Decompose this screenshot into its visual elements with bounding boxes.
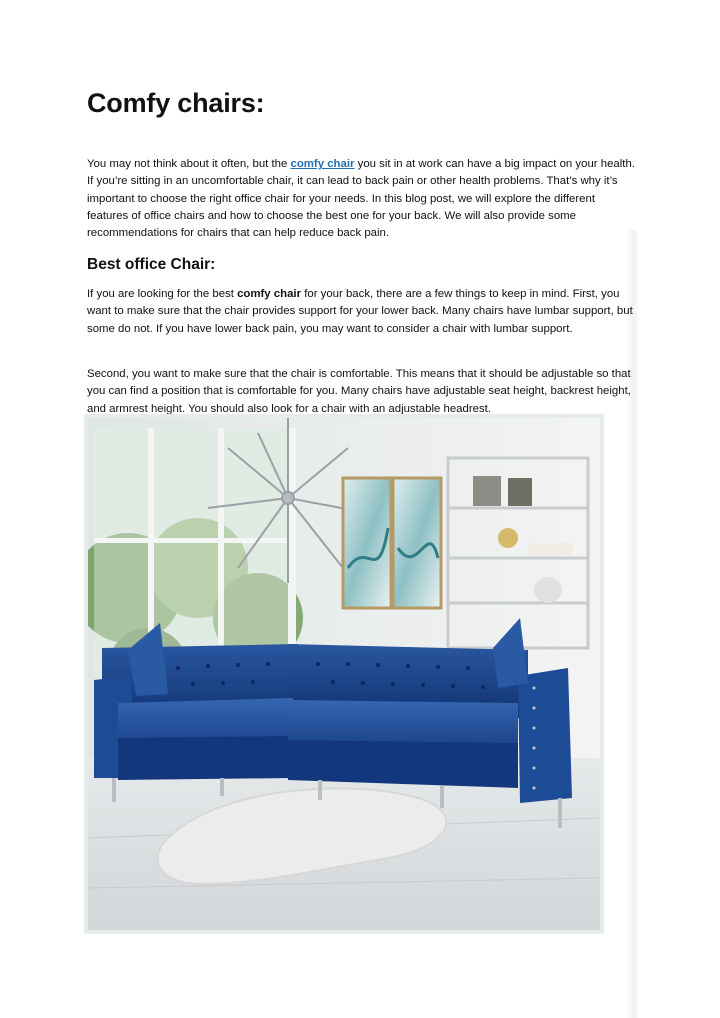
page-shadow-edge: [626, 230, 638, 1018]
intro-text-start: You may not think about it often, but the: [87, 158, 291, 170]
page-title: Comfy chairs:: [87, 88, 265, 118]
paragraph-1-end: for your back, there are a few things to keep in mind. First, you want to make sure that the chair provides support for your lower back. Many chairs have lumbar support, but some do not. If you have lower back pain, you may want to consider a chair with lumbar support.: [87, 288, 633, 335]
paragraph-1-start: If you are looking for the best: [87, 288, 238, 300]
paragraph-1: [87, 286, 635, 338]
sofa-photo: [88, 418, 600, 930]
comfy-chair-link[interactable]: comfy chair: [290, 158, 355, 170]
intro-text-end: you sit in at work can have a big impact on your health. If you’re sitting in an uncomfortable chair, it can lead to back pain or other health problems. That’s why it’s important to choose the right office chair for your needs. In this blog post, we will explore the different features of office chairs and how to choose the best one for your back. We will also provide some recommendations for chairs that can help reduce back pain.: [87, 158, 635, 240]
section-heading: Best office Chair:: [87, 256, 216, 273]
sofa-illustration: [88, 418, 600, 930]
comfy-chair-bold: comfy chair: [237, 288, 302, 300]
intro-paragraph: [87, 156, 635, 242]
wall-art: [343, 478, 441, 608]
paragraph-2: Second, you want to make sure that the chair is comfortable. This means that it should be adjustable so that you can find a position that is comfortable for you. Many chairs have adjustable seat height, backrest height, and armrest height. You should also look for a chair with an adjustable headrest.: [87, 368, 631, 415]
